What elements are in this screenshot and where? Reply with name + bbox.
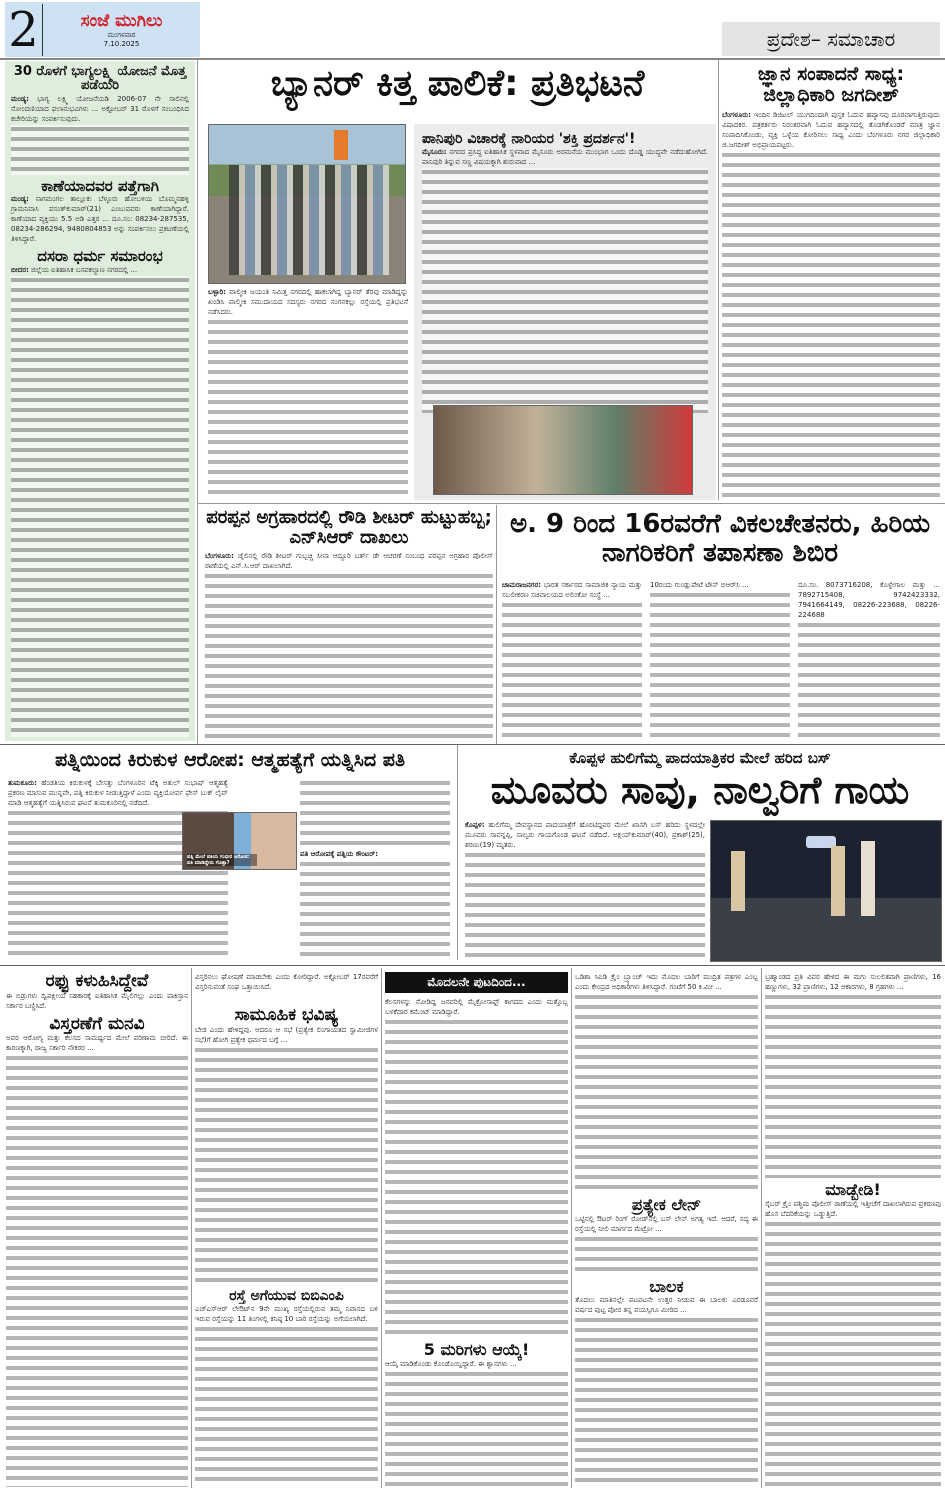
article-text: ಕೆಲಸಗಳನ್ನು ನೋಡಿದ್ದ ಜನವರಿಲ್ಲಿ ಮೈಕ್ರೋಸಾಫ್ಟ್ ಕಾಗದದ ಎಂದು ಮತ್ತೊಬ್ಬ ಬಳಕೆದಾರ ಕಮೆಂಟ್ ಮಾಡಿದ್ದಾರೆ. [385, 998, 568, 1016]
article-text: ಇಂದಿನ ಡಿಜಿಟಲ್ ಯುಗದಿಂದಾಗಿ ಪುಸ್ತಕ ಓದುವ ಹವ್ಯಾಸವು ದೂರವಾಗುತ್ತಿರುವುದು ವಿಷಾದಕರ. ಪತ್ರಕರ್ತರು ನಿರಂತರವಾಗಿ ಓದುವ ಹವ್ಯಾಸದಲ್ಲಿ ತೊಡಗಿಕೊಂಡರೆ ಮಾತ್ರ ಜ್ಞಾನ ಸಂಪಾದಿಸಿಕೊಂಡು, ವ್ಯಕ್ತಿ ಒಳ್ಳೆಯ ಕೋರಿಸಲು ಸಾಧ್ಯ ಎಂದು ಬೆಂಗಳೂರು ನಗರ ಜಿಲ್ಲಾಧಿಕಾರಿ ಜಿ.ಜಗದೀಶ್ ಅಭಿಪ್ರಾಯಪಟ್ಟರು. [722, 110, 940, 149]
suicide-story-col-2 [300, 778, 450, 958]
dateline: ತುಮಕೂರು: [8, 779, 37, 787]
lead-story-body [208, 287, 408, 499]
photo-caption: ಪತ್ನಿ ಮೇಲೆ ಪತಿಯ ಗಂಭೀರ ಆರೋಪ: ಪತಿ ಮಾಡಿದ್ದೇನು ಗೊತ್ತಾ? [187, 854, 257, 866]
accident-scene-photo [710, 820, 942, 962]
box-headline: ಪಾನಿಪುರಿ ವಿಚಾರಕ್ಕೆ ನಾರಿಯರ 'ಶಕ್ತಿ ಪ್ರದರ್ಶನ'! [422, 131, 636, 147]
issue-date: 7.10.2025 [103, 40, 140, 48]
panipuri-fight-photo [433, 405, 693, 495]
section-heading: 5 ಮರಿಗಳು ಆಯ್ಕೆ! [423, 1340, 530, 1359]
article-text: ಹುಲಿಗೆಮ್ಮ ದೇವಸ್ಥಾನದ ಪಾದಯಾತ್ರೆಗೆ ಹೊರಟಿದ್ದವರ ಮೇಲೆ ಖಾಸಗಿ ಬಸ್ ಹರಿದು ಸ್ಥಳದಲ್ಲೇ ಮೂವರು ಸಾವನ್ನಪ್ಪಿ, ನಾಲ್ವರು ಗಾಯಗೊಂಡ ಘಟನೆ ನಡೆದಿದೆ. ಅಕ್ಷಯ್‌ಕುಮಾರ್(40), ಪ್ರಕಾಶ್(25), ಶರಣು(19) ಮೃತರು. [465, 821, 705, 849]
article-text: ತೊದಲು ಮಾತಿನಲ್ಲೇ ಪಟಪಟನೇ ಉತ್ತರ ನೀಡುವ ಈ ಬಾಲಕ: ಎರಡೂವರೆ ವರ್ಷದ ಪುಟ್ಟ ಪೋರ ತನ್ನ ವಯಸ್ಸಿಗೂ ಮೀರಿದ ... [575, 1296, 758, 1315]
article-text: ಒಡಿಶಾ ಸಿಐಡಿ ಕ್ರೈಂ ಬ್ರ್ಯಾಂಚ್ ಇದು ಮೊದಲ ಬಾರಿಗೆ ಮುದ್ರಿತ ಪತ್ರಗಳ ಎಂಬ್ಬ ಎಂದು ಕೇಂದ್ರದ ಅಧಿಕಾರಿಗಳು ತಿಳಿಸಿದ್ದಾರೆ. ಗಂಟೆಗೆ 50 ಕಿ.ಮೀ ... [575, 973, 758, 991]
dateline: ಮೈಸೂರು: [422, 148, 447, 157]
dateline: ಬೀದರ: [11, 265, 29, 274]
lead-headline: ಬ್ಯಾನರ್ ಕಿತ್ತ ಪಾಲಿಕೆ: ಪ್ರತಿಭಟನೆ [270, 63, 645, 104]
bottom-col-4 [575, 972, 758, 1487]
article-text: ಒಟ್ಟಿನಲ್ಲಿ ಔಟರ್ ರಿಂಗ್ ರೋಡ್‌ನಲ್ಲಿ ಬಸ್ ಲೇನ್ ಅಗತ್ಯ ಇದೆ. ಆದರೆ, ಸದ್ಯ ಈ ರಸ್ತೆಯಲ್ಲಿ ನೀಲಿ ಮಾರ್ಗದ ಮೆಟ್ರೋ ... [575, 1214, 758, 1233]
bus-headline: ಮೂವರು ಸಾವು, ನಾಲ್ವರಿಗೆ ಗಾಯ [490, 768, 910, 812]
camp-col-2 [650, 580, 790, 740]
article-text: ವಿಸ್ತರಿಸಲು ಘೋಷಣೆ ಮಾಡಬೇಕು ಎಂದು ಕೋರಿದ್ದಾರೆ. ಅಕ್ಟೋಬರ್ 17ರವರೆಗೆ ವಿಸ್ತರಿಸುವಂತೆ ಸಂಘ ಒತ್ತಾಯಿಸಿದೆ. [195, 973, 378, 991]
dateline: ಮಂಡ್ಯ: [11, 94, 29, 103]
bus-story-body [465, 820, 705, 960]
page-number: 2 [5, 4, 43, 56]
left-briefs-column [5, 61, 195, 741]
article-text: ಬ್ರಹ್ಮಾಂಡದ ಪ್ರತಿ ವಿವರ ಹೇಳಿದ ಈ ಮಗು ಸುಲಲಿತವಾಗಿ ಪ್ರಾಣಿಗಳು, 16 ಹಣ್ಣುಗಳು, 32 ಪ್ರಾಣಿಗಳು, 12 ಆಕಾರಗಳು, 8 ಗ್ರಹಗಳು ... [765, 973, 941, 991]
section-heading: ವಿಸ್ತರಣೆಗೆ ಮನವಿ [49, 1013, 145, 1034]
brief-text: ನಾಗಮಂಗಲ ತಾಲ್ಲೂಕು ಬೆಳ್ಳೂರು ಹೋಬಳಿಯ ಬೊಮ್ಮನಹಳ್ಳಿ ಗ್ರಾಮನಿವಾಸಿ ವಸಂತ್‌ಕುಮಾರ್(21) ಎಂಬುವವರು ಕಾಣೆಯಾಗಿದ್ದಾರೆ. ಕಾಣೆಯಾದ ವ್ಯಕ್ತಿಯು 5.5 ಅಡಿ ಎತ್ತರ ... ದೂ.ಸಂ: 08234-287535, 08234-286294, 9480804853 ಅನ್ನು ಸಂಪರ್ಕಿಸಲು ಪ್ರಕಟಣೆಯಲ್ಲಿ ತಿಳಿಸಿದ್ದಾರೆ. [11, 195, 189, 244]
brief-text: ಜಿಲ್ಲೆಯ ಐತಿಹಾಸಿಕ ಬಸವಕಲ್ಯಾಣ ನಗರದಲ್ಲಿ ... [30, 265, 138, 274]
camp-col-3 [798, 580, 940, 740]
dateline: ಬೆಂಗಳೂರು: [722, 110, 751, 119]
rowdy-headline: ಪರಪ್ಪನ ಅಗ್ರಹಾರದಲ್ಲಿ ರೌಡಿ ಶೀಟರ್ ಹುಟ್ಟುಹಬ್ಬ; ಎನ್‌ಸಿಆರ್ ದಾಖಲು [206, 508, 492, 548]
section-heading: ರಸ್ತೆ ಅಗೆಯುವ ಬಿಬಿಎಂಪಿ [229, 1287, 344, 1304]
section-heading: ಬಾಲಕ [649, 1276, 684, 1296]
protest-photo [208, 124, 406, 284]
article-text: ಈ ಬಿಡ್ರುಗಳು ದ್ವಿಪಕ್ಷೀಯ ಸಹಕಾರಕ್ಕೆ ಐತಿಹಾಸಿಕ ಮೈಲಿಗಲ್ಲು ಎಂದು ಪಾಕಿಸ್ತಾನ ಸರ್ಕಾರ ಬಣ್ಣಿಸಿದೆ. [6, 991, 188, 1010]
brief-text: ಭಾಗ್ಯ ಲಕ್ಷ್ಮಿ ಯೋಜನೆಯಡಿ 2006-07 ನೇ ಸಾಲಿನಲ್ಲಿ ನೋಂದಣಿಯಾದ ಫಲಾನುಭವಿಗಳು ... ಅಕ್ಟೋಬರ್ 31 ರೊಳಗೆ ಸಂಬಂಧಿಸಿದ ಕಚೇರಿಯನ್ನು ಸಂಪರ್ಕಿಸುವುದು. [11, 94, 190, 123]
brief-headline: ಕಾಣೆಯಾದವರ ಪತ್ತೆಗಾಗಿ [41, 176, 159, 195]
camp-headline: ಅ. 9 ರಿಂದ 16ರವರೆಗೆ ವಿಕಲಚೇತನರು, ಹಿರಿಯ ನಾಗರಿಕರಿಗೆ ತಪಾಸಣಾ ಶಿಬಿರ [509, 509, 931, 568]
dateline: ಕೊಪ್ಪಳ: [465, 821, 485, 829]
article-text: ಹೆಂಡತಿಯ ಕಿರುಕುಳಕ್ಕೆ ಬೇಸತ್ತು ಬೆಂಗಳೂರಿನ ಟೆಕ್ಕಿ ಅತುಲ್ ಸುಭಾಷ್ ಆತ್ಮಹತ್ಯೆ ಪ್ರಕರಣ ಮಾಸುವ ಮುನ್ನವೇ, ಪತ್ನಿ ಕಿರುಕುಳ ನೀಡುತ್ತಿದ್ದಾಳೆ ಎಂದು ವ್ಯಕ್ತಿಯೋರ್ವ ಫೇಸ್ ಬುಕ್ ಲೈವ್ ಮಾಡಿ ಆತ್ಮಹತ್ಯೆಗೆ ಯತ್ನಿಸಿರುವ ಘಟನೆ ತುಮಕೂರಿನಲ್ಲಿ ನಡೆದಿದೆ. [8, 779, 228, 807]
article-text: ನಗರದ ಪ್ರಸಿದ್ಧ ಐತಿಹಾಸಿಕ ಸ್ಥಳವಾದ ಮೈಸೂರು ಅರಮನೆಯ ಮುಂಭಾಗ ಒಂದು ದೊಡ್ಡ ಯುದ್ಧವೇ ನಡೆದುಹೋಗಿದೆ. ಪಾನಿಪುರಿ ತಿನ್ನುವ ಸಣ್ಣ ವಿಷಯಕ್ಕಾಗಿ ಶುರುವಾದ ... [422, 148, 708, 167]
dateline: ಚಾಮರಾಜನಗರ: [502, 581, 541, 589]
bus-kicker: ಕೊಪ್ಪಳ ಹುಲಿಗೆಮ್ಮ ಪಾದಯಾತ್ರಿಕರ ಮೇಲೆ ಹರಿದ ಬಸ್ [569, 749, 831, 767]
suicide-headline: ಪತ್ನಿಯಿಂದ ಕಿರುಕುಳ ಆರೋಪ: ಆತ್ಮಹತ್ಯೆಗೆ ಯತ್ನಿಸಿದ ಪತಿ [54, 749, 406, 771]
paper-logo: ಸಂಜೆ ಮುಗಿಲು [80, 11, 163, 31]
dateline: ಬೆಂಗಳೂರು: [205, 551, 234, 560]
right-headline: ಜ್ಞಾನ ಸಂಪಾದನೆ ಸಾಧ್ಯ: ಜಿಲ್ಲಾಧಿಕಾರಿ ಜಗದೀಶ್ [757, 64, 905, 106]
article-text: ಬೇಡ ಎಂದು ಹೇಳಿದ್ದವು. ಆದರೂ ಆ ಸಭೆ (ಪ್ರತ್ಯೇಕ ಲಿಂಗಾಯತದ ಸ್ವಾಮೀಜಿಗಳ ಸಭೆ)ಗೆ ಹೋಗಿ ಪ್ರತ್ಯೇಕ ಧರ್ಮದ ಬಗ್ಗೆ ... [195, 1025, 378, 1044]
section-heading: ಮಾಡ್ಬೇಡಿ! [825, 1180, 881, 1199]
article-text: ಆಯ್ಕೆ ಮಾಡಿಕೊಂಡು ಕೊಂಡೊಯ್ದಿದ್ದಾರೆ. ಈ ಶ್ವಾನಗಳು ... [385, 1359, 517, 1368]
issue-day: ಮಂಗಳವಾರ [107, 31, 136, 39]
article-text: ಸೈಬರ್ ಕ್ರೈಂ ಪಶ್ಚಿಮ ಪೊಲೀಸ್ ಠಾಣೆಯಲ್ಲಿ ಇತ್ತೀಚೆಗೆ ದಾಖಲಾಗಿರುವ ಪ್ರಕರಣವು ಹೊಸ ಬೆದರಿಕೆಯನ್ನು ಒಡ್ಡುತ್ತಿದೆ. [765, 1199, 941, 1218]
continued-from-front-label: ಮೊದಲನೇ ಪುಟದಿಂದ... [385, 972, 568, 993]
right-story [722, 64, 940, 500]
couple-photo [182, 812, 297, 870]
section-heading: ರಫ್ಫು ಕಳುಹಿಸಿದ್ದೇವೆ [45, 972, 149, 991]
bottom-col-1 [6, 972, 188, 1487]
brief-headline: 30 ರೊಳಗೆ ಭಾಗ್ಯಲಕ್ಷ್ಮಿ ಯೋಜನೆ ಮೊತ್ತ ಪಡೆಯಿರಿ [13, 64, 187, 94]
article-text: ವಾಲ್ಮೀಕಿ ಜಯಂತಿ ನಿಮಿತ್ತ ನಗರದಲ್ಲಿ ಹಾಕಲಾಗಿದ್ದ ಬ್ಯಾನರ್ ತೆರವು ಮಾಡಿದ್ದನ್ನು ಖಂಡಿಸಿ ವಾಲ್ಮೀಕಿ ಸಮುದಾಯದ ಸದಸ್ಯರು ನಗರದ ಸಂಗನಕಲ್ಲು ರಸ್ತೆಯಲ್ಲಿ ಪ್ರತಿಭಟನೆ ನಡೆಸಿದರು. [208, 288, 408, 316]
masthead [5, 2, 200, 57]
article-text: ಜೈಲಿನಲ್ಲಿ ರೌಡಿ ಶೀಟರ್ ಗುಬ್ಬಚ್ಚಿ ಸೀನಾ ಆದ್ದೂರಿ ಬರ್ತ್ ಡೇ ಆಚರಣೆ ಸಂಬಂಧ ಪರಪ್ಪನ ಅಗ್ರಹಾರ ಪೊಲೀಸ್ ಠಾಣೆಯಲ್ಲಿ ಎನ್.ಸಿ.ಆರ್ ದಾಖಲಾಗಿದೆ. [205, 551, 493, 570]
bottom-col-3 [385, 972, 568, 1487]
article-text: ಅವರ ಆರೋಗ್ಯ ಮತ್ತು ಕೆಲಸದ ಸಾಮರ್ಥ್ಯದ ಮೇಲೆ ಪರಿಣಾಮ ಬೀರಿದೆ. ಈ ಕಾರಣಕ್ಕಾಗಿ, ರಾಜ್ಯ ಸರ್ಕಾರಿ ನೌಕರರ ... [6, 1034, 188, 1053]
brief-headline: ದಸರಾ ಧರ್ಮ ಸಮಾರಂಭ [37, 247, 163, 266]
dateline: ಬಳ್ಳಾರಿ: [208, 288, 226, 296]
camp-col-1 [502, 580, 642, 740]
section-tag: ಪ್ರದೇಶ– ಸಮಾಚಾರ [722, 22, 940, 56]
article-text: 10ರಂದು ಗುಂಡ್ಲುಪೇಟೆ ಟೌನ್ ಬಿಆರ್‌ಸಿ ... [650, 581, 749, 589]
bottom-col-2 [195, 972, 378, 1487]
subhead: ಪತಿ ಆರೋಪಕ್ಕೆ ಪತ್ನಿಯ ಕೌಂಟರ್: [300, 850, 379, 858]
dateline: ಮಂಡ್ಯ: [11, 195, 29, 204]
section-heading: ಸಾಮೂಹಿಕ ಭವಿಷ್ಯ [234, 1005, 339, 1025]
bottom-col-5 [765, 972, 941, 1487]
article-text: ದೂ.ಸಂ. 8073716208, ಕೊಳ್ಳೇಗಾಲ ಮತ್ತು ... 7892715408, 9742423332, 7941664149, 08226-223688, 08226-224688 [798, 581, 940, 619]
section-heading: ಪ್ರತ್ಯೇಕ ಲೇನ್ [631, 1195, 702, 1214]
rowdy-story [205, 508, 493, 740]
article-text: ಎಚ್‌ಎಸ್‌ಆರ್ ಲೇಔಟ್‌ನ 9ನೇ ಮುಖ್ಯ ರಸ್ತೆಯಲ್ಲಿರುವ ತಮ್ಮ ನಿವಾಸದ ಬಳಿ ಇರುವ ರಸ್ತೆಯನ್ನು 11 ತಿಂಗಳಲ್ಲಿ ಕನಿಷ್ಠ 10 ಬಾರಿ ರಸ್ತೆಯನ್ನು ಅಗೆಯಲಾಗಿದೆ. [195, 1305, 378, 1324]
article-text: ಭಾರತ ಸರ್ಕಾರದ ಸಾಮಾಜಿಕ ನ್ಯಾಯ ಮತ್ತು ಸಬಲೀಕರಣ ಸಚಿವಾಲಯದ ಅಲಿಂಕೋ ಸಂಸ್ಥೆ ... [502, 581, 642, 599]
